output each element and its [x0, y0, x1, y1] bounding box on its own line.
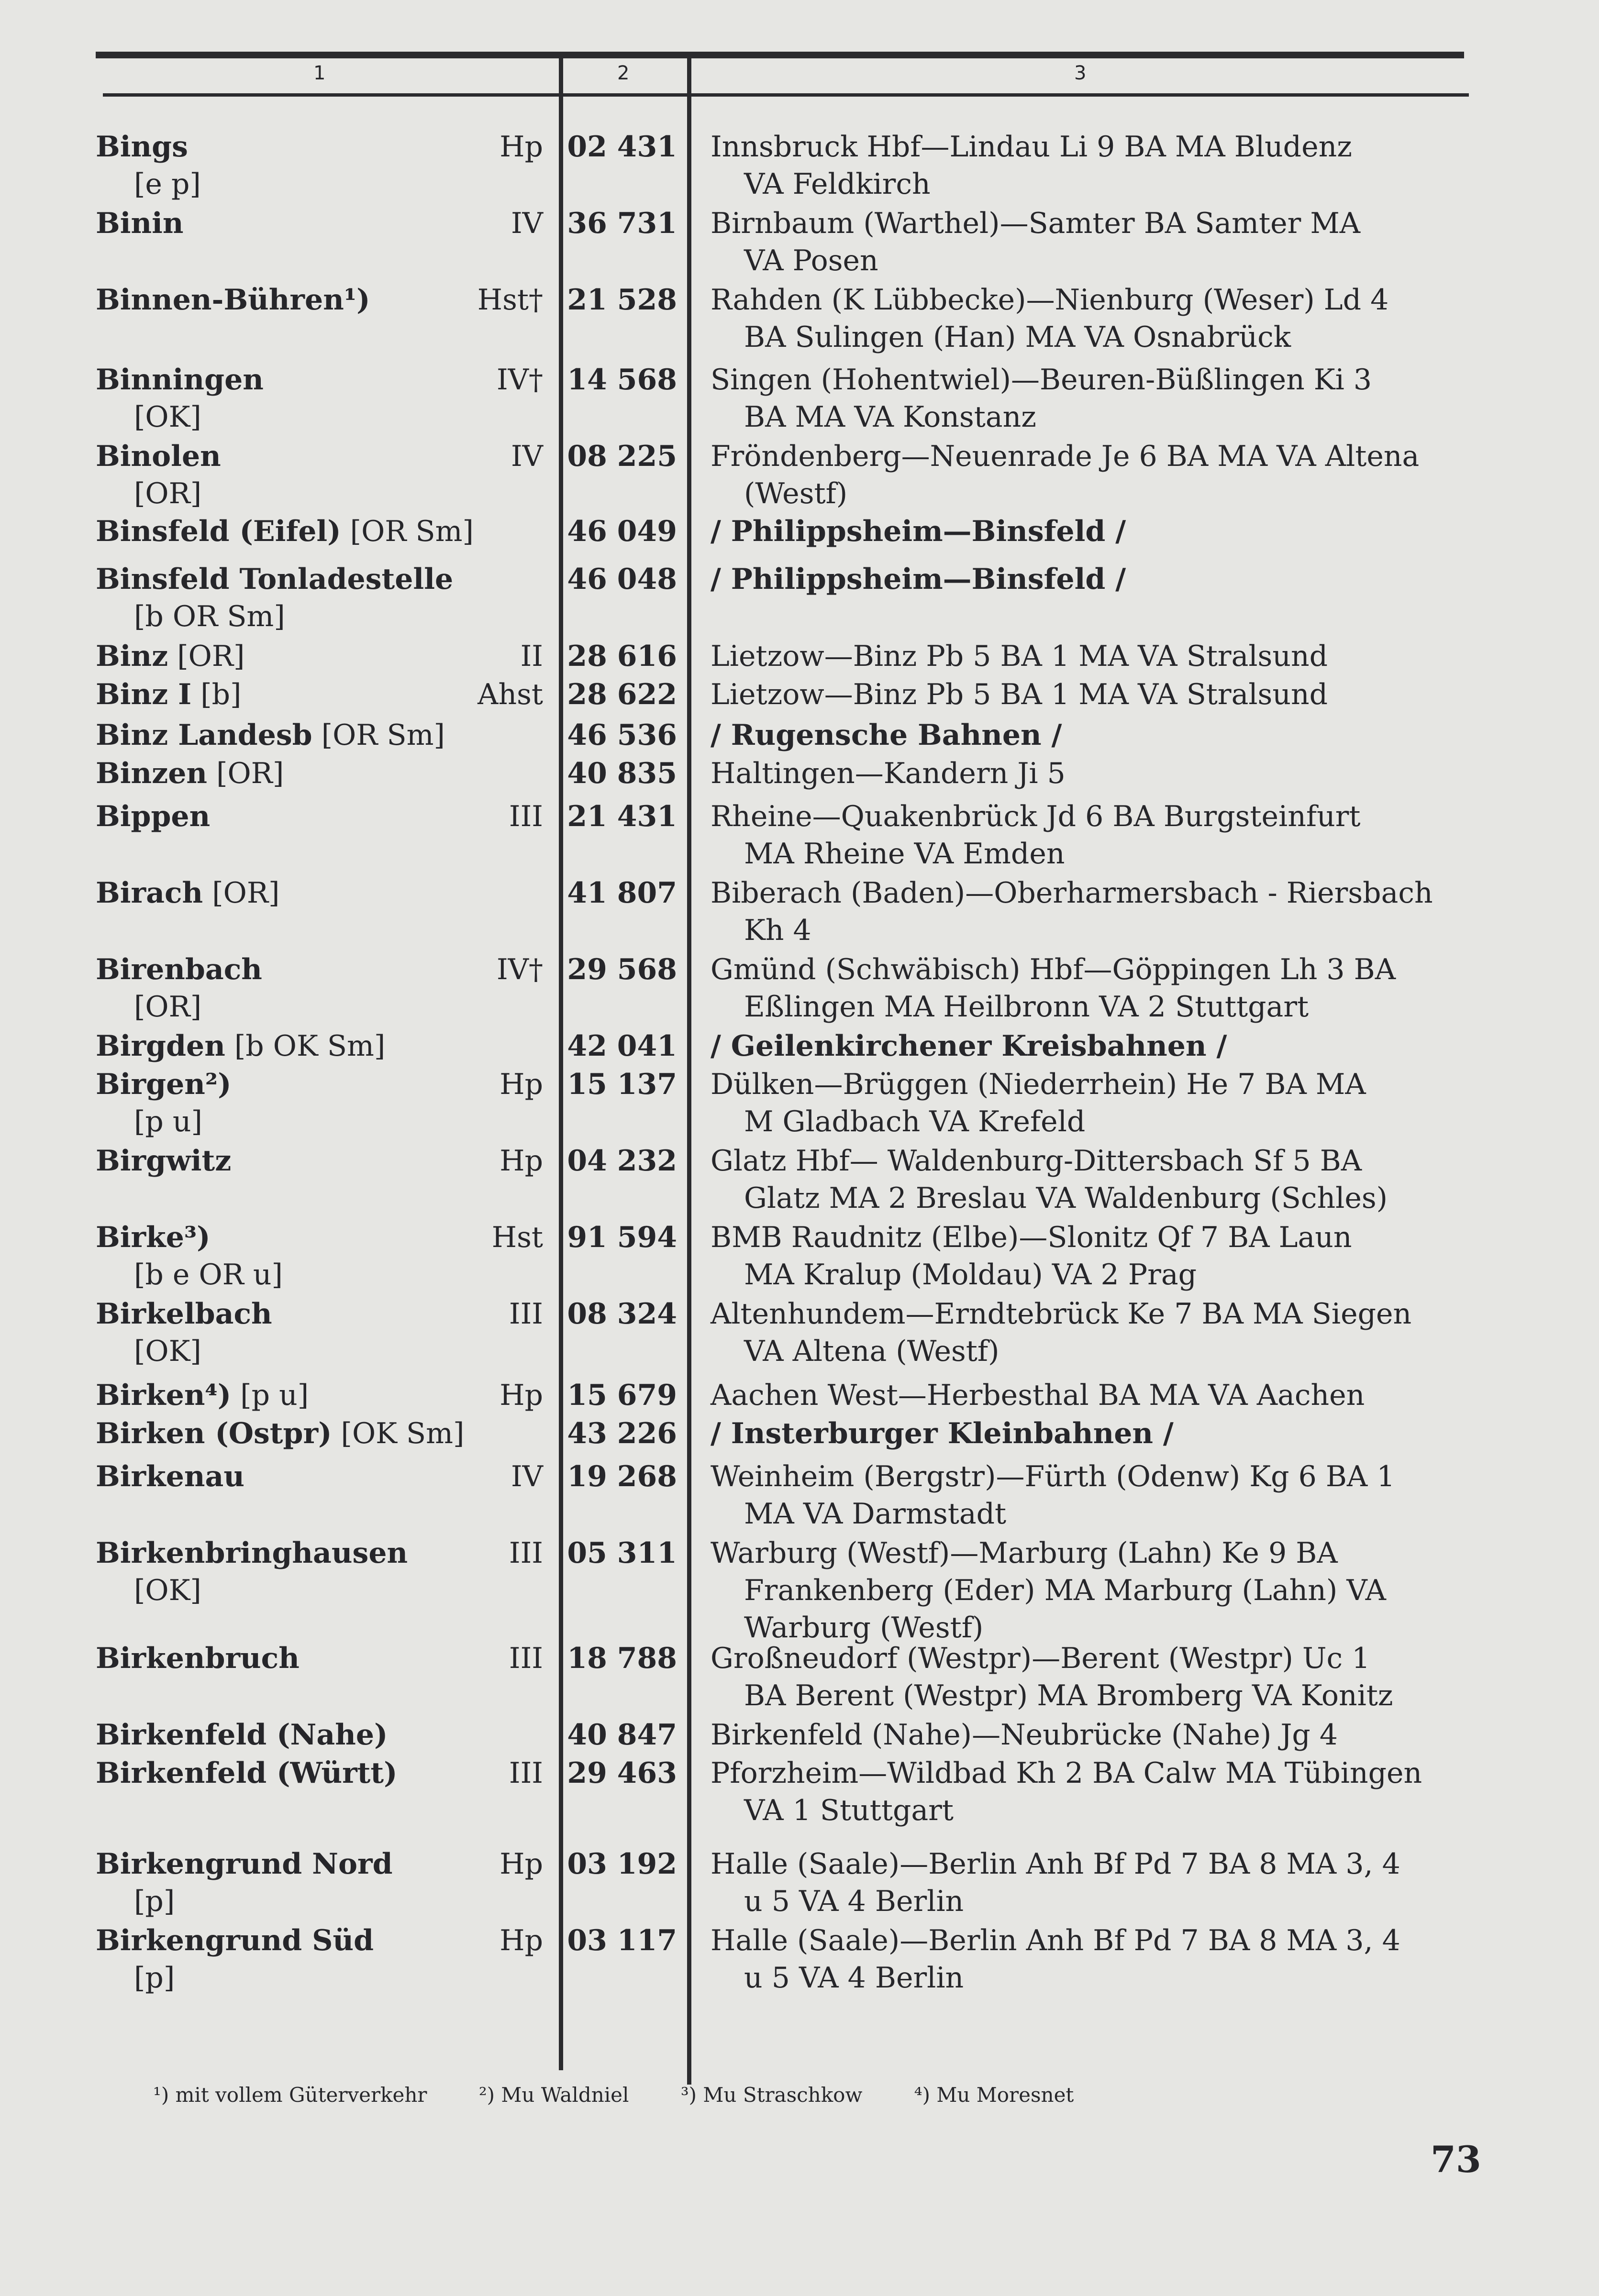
footnote-2: ²) Mu Waldniel — [478, 2083, 629, 2107]
station-class: Hp — [500, 1068, 543, 1101]
station-class: Ahst — [477, 678, 543, 711]
station-class: IV — [511, 207, 543, 240]
station-code — [565, 128, 677, 166]
station-class: IV — [511, 440, 543, 473]
station-code-text: 02 431 — [567, 130, 677, 164]
station-name — [96, 1377, 309, 1414]
station-name — [96, 1142, 231, 1180]
station-code-text: 03 192 — [567, 1847, 677, 1881]
route-line-1: Innsbruck Hbf—Lindau Li 9 BA MA Bludenz — [711, 130, 1352, 164]
station-row — [0, 1458, 1599, 1534]
station-class: IV† — [496, 363, 543, 397]
station-name — [96, 638, 244, 675]
station-code-text: 41 807 — [567, 876, 677, 910]
station-code-text: 46 048 — [567, 563, 677, 596]
station-class: Hst† — [477, 283, 543, 317]
station-code — [565, 513, 677, 550]
route-line-2: MA Kralup (Moldau) VA 2 Prag — [744, 1258, 1197, 1292]
station-row — [0, 205, 1599, 281]
station-tags: [OR] — [134, 990, 202, 1024]
route-line-1: Halle (Saale)—Berlin Anh Bf Pd 7 BA 8 MA 3, 4 — [711, 1847, 1400, 1881]
station-code — [565, 638, 677, 675]
route-line-1: Lietzow—Binz Pb 5 BA 1 MA VA Stralsund — [711, 640, 1328, 673]
footnote-1: ¹) mit vollem Güterverkehr — [153, 2083, 427, 2107]
station-tags: [OR Sm] — [312, 718, 445, 752]
station-name-text: Binsfeld Tonladestelle — [96, 563, 454, 596]
station-name-text: Bippen — [96, 800, 211, 833]
route-description — [711, 1066, 1481, 1140]
station-row — [0, 798, 1599, 874]
station-name — [96, 1027, 385, 1065]
route-description — [711, 561, 1481, 598]
route-description — [711, 755, 1481, 792]
route-description — [711, 874, 1481, 949]
station-code — [565, 1640, 677, 1677]
station-name — [96, 1716, 388, 1754]
station-name — [96, 561, 453, 598]
station-class: Hp — [500, 1144, 543, 1178]
station-tags: [b] — [191, 678, 242, 711]
route-line-2: M Gladbach VA Krefeld — [744, 1105, 1086, 1138]
station-row — [0, 951, 1599, 1027]
station-tags: [p] — [134, 1885, 175, 1918]
station-row — [0, 128, 1599, 205]
station-code — [565, 1534, 677, 1572]
route-line-1: Rheine—Quakenbrück Jd 6 BA Burgsteinfurt — [711, 800, 1361, 833]
station-tags: [OR Sm] — [341, 515, 474, 548]
header-rule — [103, 93, 1469, 97]
station-name-text: Birgen²) — [96, 1068, 232, 1101]
station-code — [565, 1295, 677, 1333]
station-code-text: 40 835 — [567, 757, 677, 790]
route-description — [711, 361, 1481, 436]
station-code-text: 18 788 — [567, 1642, 677, 1675]
station-code — [565, 1716, 677, 1754]
station-code — [565, 874, 677, 912]
station-tags: [OR] — [134, 477, 202, 510]
station-row — [0, 1295, 1599, 1372]
station-code — [565, 1027, 677, 1065]
station-name — [96, 1755, 398, 1792]
station-row — [0, 438, 1599, 514]
station-class: III — [509, 800, 543, 833]
route-line-1: Fröndenberg—Neuenrade Je 6 BA MA VA Altena — [711, 440, 1420, 473]
station-row — [0, 361, 1599, 438]
station-name-text: Birkenbringhausen — [96, 1536, 408, 1570]
station-name — [96, 951, 262, 988]
station-class: III — [509, 1642, 543, 1675]
route-line-2: VA Posen — [744, 244, 878, 277]
station-code-text: 40 847 — [567, 1718, 677, 1752]
column-header-3: 3 — [1074, 62, 1087, 84]
station-name — [96, 717, 445, 754]
station-row — [0, 1640, 1599, 1716]
station-name-text: Birkenau — [96, 1460, 244, 1493]
route-description — [711, 1377, 1481, 1414]
station-name-text: Birkenfeld (Württ) — [96, 1756, 398, 1790]
route-description — [711, 1295, 1481, 1370]
station-name-text: Birken⁴) — [96, 1379, 232, 1412]
station-row — [0, 1922, 1599, 1998]
route-line-1: Rahden (K Lübbecke)—Nienburg (Weser) Ld 4 — [711, 283, 1389, 317]
route-description — [711, 1458, 1481, 1533]
station-code-text: 29 568 — [567, 953, 677, 986]
station-tags: [OK] — [134, 1335, 201, 1368]
station-name — [96, 1845, 393, 1883]
station-name — [96, 128, 188, 166]
route-line-2: u 5 VA 4 Berlin — [744, 1885, 964, 1918]
station-code — [565, 1922, 677, 1959]
station-code — [565, 1142, 677, 1180]
station-class: II — [520, 640, 543, 673]
station-code-text: 08 324 — [567, 1297, 677, 1331]
route-description — [711, 717, 1481, 754]
station-name-text: Birach — [96, 876, 203, 910]
route-line-1: Aachen West—Herbesthal BA MA VA Aachen — [711, 1379, 1365, 1412]
station-code — [565, 438, 677, 475]
station-name-text: Birenbach — [96, 953, 262, 986]
station-name-text: Birke³) — [96, 1221, 211, 1254]
route-description — [711, 1845, 1481, 1920]
station-class: III — [509, 1536, 543, 1570]
station-name — [96, 438, 221, 475]
route-description — [711, 1219, 1481, 1293]
route-description — [711, 1142, 1481, 1217]
route-line-2: BA Sulingen (Han) MA VA Osnabrück — [744, 320, 1291, 354]
station-name — [96, 361, 264, 398]
station-code — [565, 717, 677, 754]
route-description — [711, 951, 1481, 1026]
station-row — [0, 1219, 1599, 1295]
station-name-text: Binningen — [96, 363, 264, 397]
station-name-text: Birkengrund Nord — [96, 1847, 393, 1881]
station-code-text: 36 731 — [567, 207, 677, 240]
station-tags: [p u] — [231, 1379, 309, 1412]
station-code-text: 15 137 — [567, 1068, 677, 1101]
station-code — [565, 205, 677, 242]
footnote-4: ⁴) Mu Moresnet — [914, 2083, 1074, 2107]
route-line-2: BA MA VA Konstanz — [744, 400, 1036, 434]
station-tags: [e p] — [134, 167, 201, 201]
footnotes — [153, 2083, 1119, 2107]
station-code-text: 91 594 — [567, 1221, 677, 1254]
station-name-text: Binz — [96, 640, 168, 673]
route-line-2: u 5 VA 4 Berlin — [744, 1961, 964, 1995]
station-row — [0, 1534, 1599, 1645]
station-name-text: Binnen-Bühren¹) — [96, 283, 370, 317]
station-name — [96, 513, 474, 550]
route-description — [711, 676, 1481, 713]
station-code-text: 15 679 — [567, 1379, 677, 1412]
route-line-1: Haltingen—Kandern Ji 5 — [711, 757, 1066, 790]
station-name — [96, 1534, 408, 1572]
station-tags: [p u] — [134, 1105, 202, 1138]
station-row — [0, 874, 1599, 951]
station-tags: [b OK Sm] — [225, 1029, 386, 1063]
station-code — [565, 281, 677, 319]
route-line-2: Frankenberg (Eder) MA Marburg (Lahn) VA — [744, 1574, 1386, 1607]
station-code-text: 46 049 — [567, 515, 677, 548]
station-code-text: 21 431 — [567, 800, 677, 833]
route-description — [711, 205, 1481, 279]
route-line-2: Glatz MA 2 Breslau VA Waldenburg (Schles) — [744, 1181, 1388, 1215]
route-line-2: (Westf) — [744, 477, 848, 510]
route-line-1: / Geilenkirchener Kreisbahnen / — [711, 1029, 1227, 1063]
station-code-text: 28 616 — [567, 640, 677, 673]
station-row — [0, 561, 1599, 637]
station-name — [96, 1415, 464, 1452]
route-description — [711, 1027, 1481, 1065]
station-name — [96, 1295, 272, 1333]
station-row — [0, 1755, 1599, 1831]
station-name-text: Binsfeld (Eifel) — [96, 515, 341, 548]
station-name-text: Birkelbach — [96, 1297, 272, 1331]
route-line-1: Weinheim (Bergstr)—Fürth (Odenw) Kg 6 BA 1 — [711, 1460, 1395, 1493]
station-code — [565, 1219, 677, 1256]
station-name-text: Binin — [96, 207, 184, 240]
station-code-text: 46 536 — [567, 718, 677, 752]
route-description — [711, 438, 1481, 512]
station-code — [565, 1755, 677, 1792]
station-class: Hp — [500, 1379, 543, 1412]
station-tags: [b e OR u] — [134, 1258, 283, 1292]
station-code — [565, 1066, 677, 1103]
station-name-text: Birkenfeld (Nahe) — [96, 1718, 388, 1752]
route-line-2: VA Feldkirch — [744, 167, 931, 201]
station-name-text: Birken (Ostpr) — [96, 1417, 332, 1450]
station-code-text: 14 568 — [567, 363, 677, 397]
route-description — [711, 798, 1481, 872]
station-name — [96, 1066, 232, 1103]
station-row — [0, 1142, 1599, 1219]
station-class: III — [509, 1756, 543, 1790]
route-line-1: / Philippsheim—Binsfeld / — [711, 563, 1126, 596]
station-row — [0, 281, 1599, 358]
station-name — [96, 874, 279, 912]
station-code — [565, 361, 677, 398]
route-description — [711, 1755, 1481, 1829]
station-name-text: Birkenbruch — [96, 1642, 300, 1675]
station-name-text: Birgden — [96, 1029, 225, 1063]
route-line-1: Lietzow—Binz Pb 5 BA 1 MA VA Stralsund — [711, 678, 1328, 711]
station-code — [565, 951, 677, 988]
route-line-1: Birnbaum (Warthel)—Samter BA Samter MA — [711, 207, 1361, 240]
column-header-1: 1 — [313, 62, 326, 84]
station-name-text: Binz I — [96, 678, 192, 711]
route-line-2: BA Berent (Westpr) MA Bromberg VA Konitz — [744, 1679, 1393, 1712]
route-line-1: Dülken—Brüggen (Niederrhein) He 7 BA MA — [711, 1068, 1366, 1101]
route-line-1: Warburg (Westf)—Marburg (Lahn) Ke 9 BA — [711, 1536, 1338, 1570]
station-name — [96, 1922, 374, 1959]
route-line-1: Biberach (Baden)—Oberharmersbach - Riersbach — [711, 876, 1433, 910]
station-code-text: 05 311 — [567, 1536, 677, 1570]
top-rule — [96, 52, 1464, 58]
station-name — [96, 755, 284, 792]
station-name-text: Bings — [96, 130, 188, 164]
station-code-text: 43 226 — [567, 1417, 677, 1450]
route-description — [711, 513, 1481, 550]
route-line-1: Großneudorf (Westpr)—Berent (Westpr) Uc 1 — [711, 1642, 1370, 1675]
route-description — [711, 1922, 1481, 1997]
route-line-1: Pforzheim—Wildbad Kh 2 BA Calw MA Tübingen — [711, 1756, 1422, 1790]
route-description — [711, 1640, 1481, 1714]
footnote-3: ³) Mu Straschkow — [680, 2083, 863, 2107]
route-line-2: Kh 4 — [744, 914, 811, 947]
route-line-2: VA Altena (Westf) — [744, 1335, 999, 1368]
station-name-text: Binolen — [96, 440, 221, 473]
station-name — [96, 1640, 300, 1677]
station-code — [565, 1377, 677, 1414]
route-line-1: Singen (Hohentwiel)—Beuren-Büßlingen Ki 3 — [711, 363, 1372, 397]
route-line-1: Gmünd (Schwäbisch) Hbf—Göppingen Lh 3 BA — [711, 953, 1396, 986]
route-line-2: Eßlingen MA Heilbronn VA 2 Stuttgart — [744, 990, 1309, 1024]
station-code-text: 21 528 — [567, 283, 677, 317]
station-code-text: 29 463 — [567, 1756, 677, 1790]
station-code-text: 04 232 — [567, 1144, 677, 1178]
station-code-text: 03 117 — [567, 1924, 677, 1957]
route-line-3: Warburg (Westf) — [744, 1611, 984, 1645]
station-name — [96, 798, 210, 835]
route-line-1: / Philippsheim—Binsfeld / — [711, 515, 1126, 548]
route-description — [711, 638, 1481, 675]
station-code-text: 19 268 — [567, 1460, 677, 1493]
station-code-text: 42 041 — [567, 1029, 677, 1063]
station-class: IV — [511, 1460, 543, 1493]
route-line-2: MA VA Darmstadt — [744, 1497, 1007, 1531]
station-row — [0, 1845, 1599, 1922]
station-tags: [OR] — [168, 640, 245, 673]
station-code — [565, 1845, 677, 1883]
station-code-text: 08 225 — [567, 440, 677, 473]
station-code — [565, 1458, 677, 1495]
route-line-2: VA 1 Stuttgart — [744, 1794, 954, 1827]
station-tags: [OR] — [203, 876, 280, 910]
station-tags: [OK] — [134, 1574, 201, 1607]
column-header-2: 2 — [617, 62, 630, 84]
route-line-1: Birkenfeld (Nahe)—Neubrücke (Nahe) Jg 4 — [711, 1718, 1338, 1752]
station-class: Hp — [500, 130, 543, 164]
station-code — [565, 798, 677, 835]
station-tags: [OK] — [134, 400, 201, 434]
station-class: Hp — [500, 1924, 543, 1957]
station-code — [565, 561, 677, 598]
station-code — [565, 1415, 677, 1452]
route-line-2: MA Rheine VA Emden — [744, 837, 1065, 871]
station-row — [0, 1066, 1599, 1142]
route-line-1: / Insterburger Kleinbahnen / — [711, 1417, 1174, 1450]
station-name-text: Birkengrund Süd — [96, 1924, 374, 1957]
route-line-1: BMB Raudnitz (Elbe)—Slonitz Qf 7 BA Laun — [711, 1221, 1352, 1254]
station-tags: [p] — [134, 1961, 175, 1995]
station-code — [565, 676, 677, 713]
station-name-text: Binzen — [96, 757, 207, 790]
page-number: 73 — [1431, 2138, 1481, 2181]
station-class: Hp — [500, 1847, 543, 1881]
station-tags: [OK Sm] — [332, 1417, 465, 1450]
station-code — [565, 755, 677, 792]
route-description — [711, 128, 1481, 203]
route-line-1: Halle (Saale)—Berlin Anh Bf Pd 7 BA 8 MA 3, 4 — [711, 1924, 1400, 1957]
route-line-1: Altenhundem—Erndtebrück Ke 7 BA MA Siegen — [711, 1297, 1412, 1331]
station-name — [96, 1458, 244, 1495]
station-name — [96, 1219, 211, 1256]
route-line-1: Glatz Hbf— Waldenburg-Dittersbach Sf 5 BA — [711, 1144, 1362, 1178]
route-description — [711, 1534, 1481, 1646]
route-line-1: / Rugensche Bahnen / — [711, 718, 1062, 752]
station-name — [96, 676, 241, 713]
route-description — [711, 1415, 1481, 1452]
station-class: IV† — [496, 953, 543, 986]
station-name-text: Birgwitz — [96, 1144, 232, 1178]
station-name-text: Binz Landesb — [96, 718, 312, 752]
station-name — [96, 205, 184, 242]
station-tags: [OR] — [207, 757, 284, 790]
station-class: III — [509, 1297, 543, 1331]
station-class: Hst — [491, 1221, 543, 1254]
station-tags: [b OR Sm] — [134, 600, 285, 633]
station-name — [96, 281, 370, 319]
station-code-text: 28 622 — [567, 678, 677, 711]
route-description — [711, 281, 1481, 356]
route-description — [711, 1716, 1481, 1754]
